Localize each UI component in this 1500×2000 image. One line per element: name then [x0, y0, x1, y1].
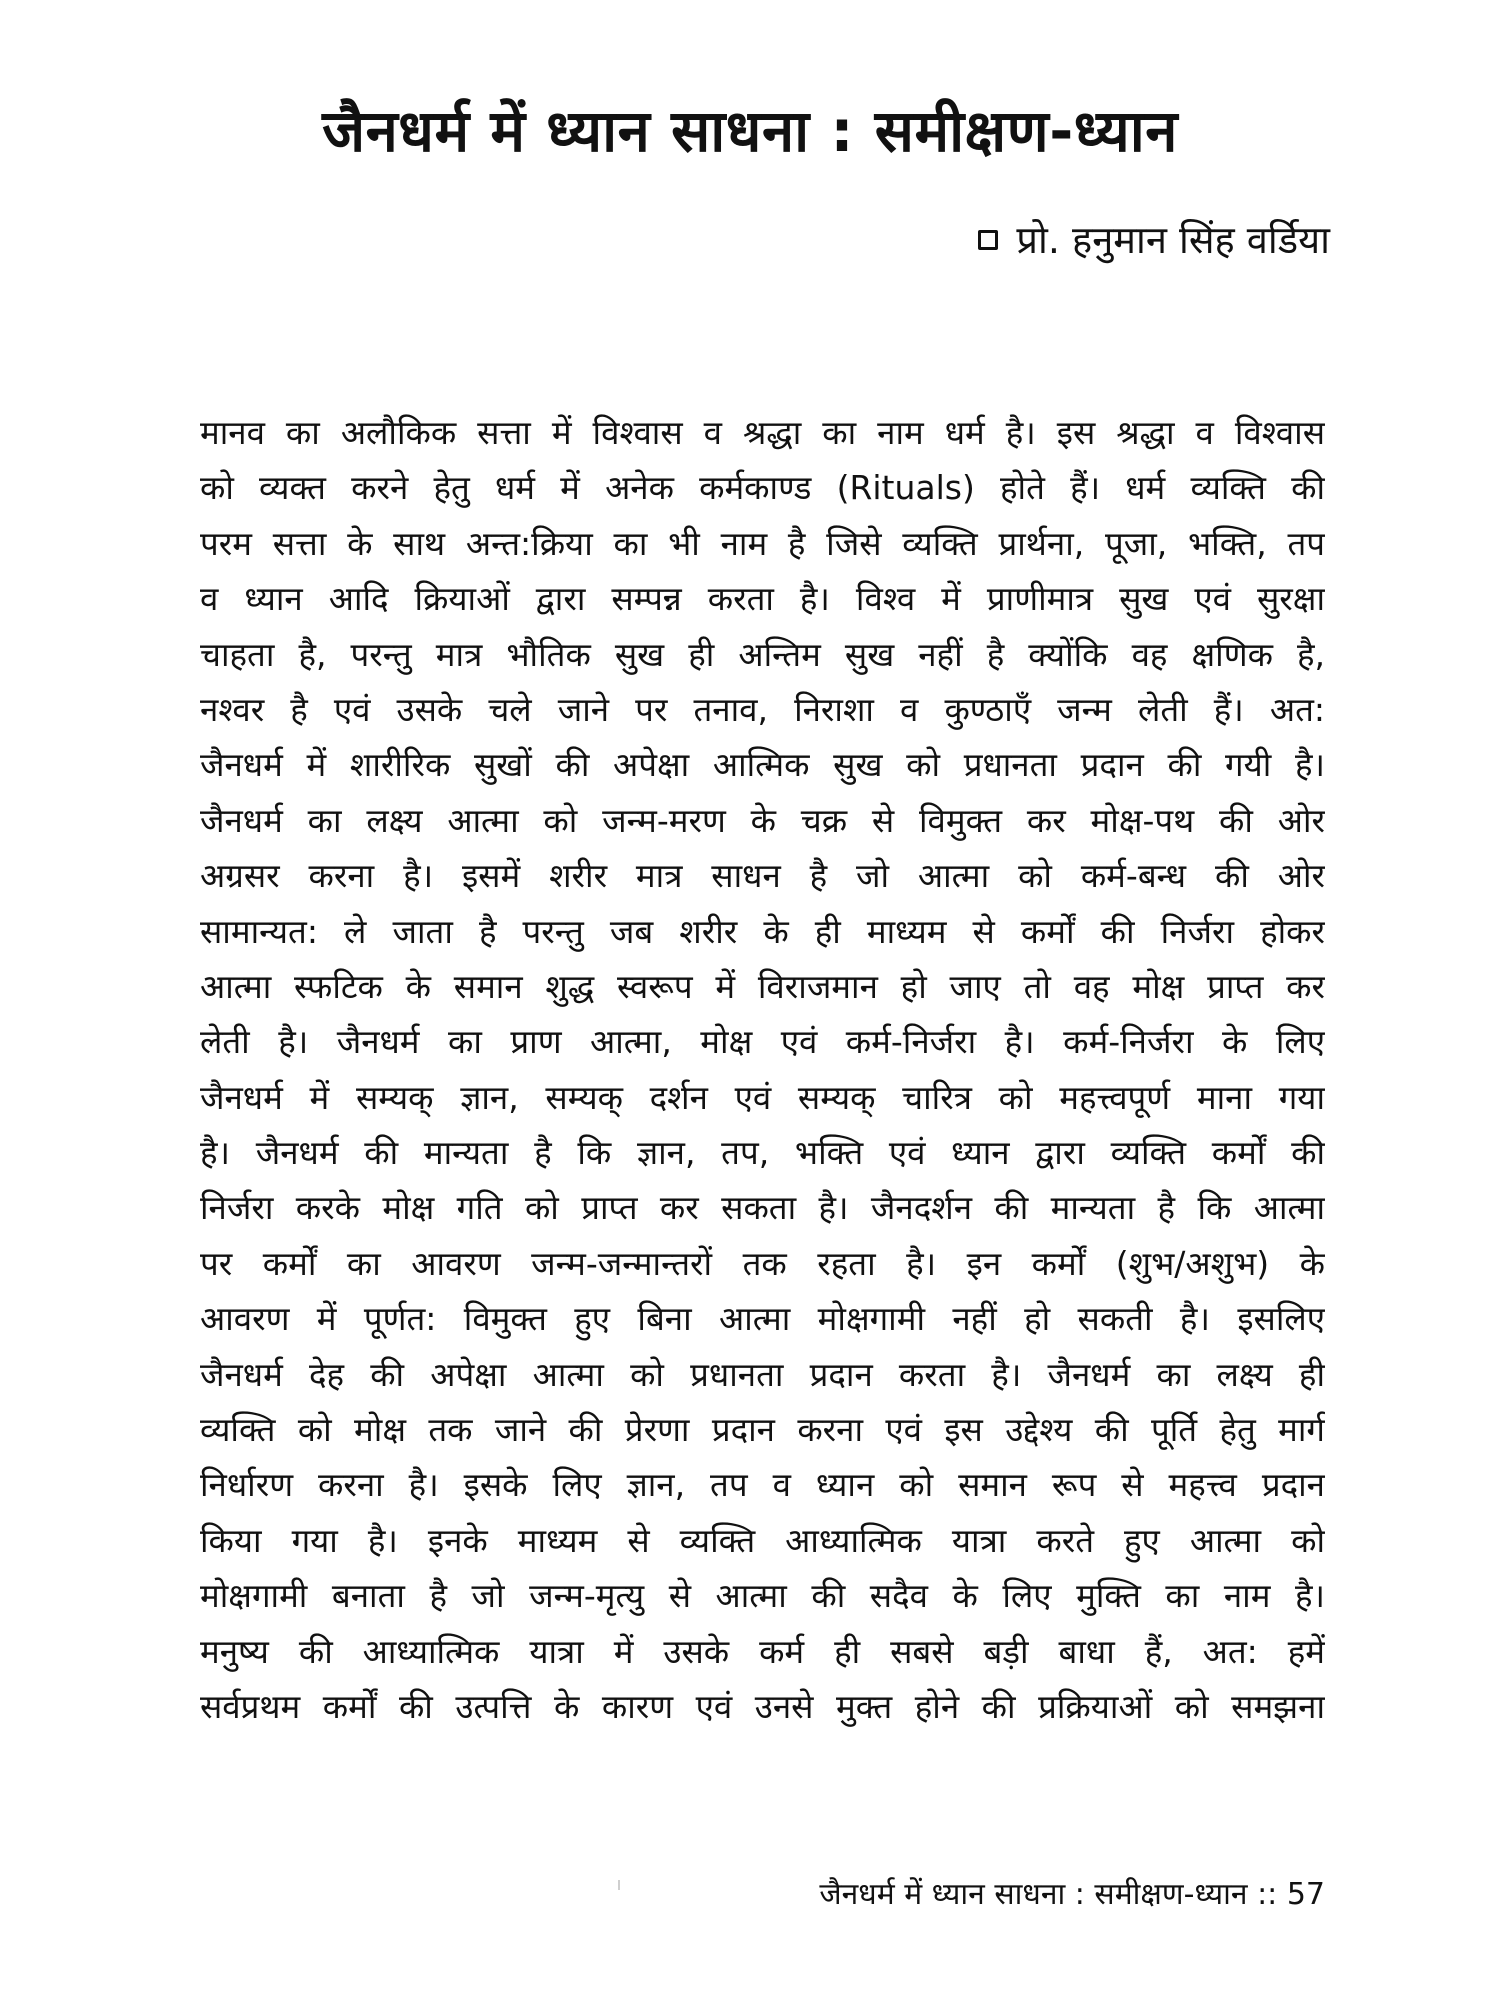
article-body — [200, 405, 1325, 1734]
body-line: निर्धारण करना है। इसके लिए ज्ञान, तप व ध्यान को समान रूप से महत्त्व प्रदान — [200, 1465, 1325, 1505]
body-line: जैनधर्म में शारीरिक सुखों की अपेक्षा आत्मिक सुख को प्रधानता प्रदान की गयी है। — [200, 745, 1325, 785]
body-line: किया गया है। इनके माध्यम से व्यक्ति आध्यात्मिक यात्रा करते हुए आत्मा को — [200, 1520, 1325, 1560]
body-line: जैनधर्म देह की अपेक्षा आत्मा को प्रधानता प्रदान करता है। जैनधर्म का लक्ष्य ही — [200, 1354, 1325, 1394]
body-line: आत्मा स्फटिक के समान शुद्ध स्वरूप में विराजमान हो जाए तो वह मोक्ष प्राप्त कर — [200, 966, 1325, 1006]
body-line: आवरण में पूर्णत: विमुक्त हुए बिना आत्मा मोक्षगामी नहीं हो सकती है। इसलिए — [200, 1299, 1325, 1339]
body-line: सामान्यत: ले जाता है परन्तु जब शरीर के ही माध्यम से कर्मों की निर्जरा होकर — [200, 911, 1325, 951]
body-line: मानव का अलौकिक सत्ता में विश्वास व श्रद्धा का नाम धर्म है। इस श्रद्धा व विश्वास — [200, 413, 1325, 452]
body-line: पर कर्मों का आवरण जन्म-जन्मान्तरों तक रहता है। इन कर्मों (शुभ/अशुभ) के — [200, 1243, 1325, 1283]
scan-speck — [618, 1880, 620, 1890]
body-line: निर्जरा करके मोक्ष गति को प्राप्त कर सकता है। जैनदर्शन की मान्यता है कि आत्मा — [200, 1188, 1325, 1228]
body-line: है। जैनधर्म की मान्यता है कि ज्ञान, तप, भक्ति एवं ध्यान द्वारा व्यक्ति कर्मों की — [200, 1133, 1325, 1173]
page-footer: जैनधर्म में ध्यान साधना : समीक्षण-ध्यान :: 57 — [819, 1877, 1325, 1912]
body-line: जैनधर्म में सम्यक् ज्ञान, सम्यक् दर्शन एवं सम्यक् चारित्र को महत्त्वपूर्ण माना गया — [200, 1077, 1325, 1117]
body-line: चाहता है, परन्तु मात्र भौतिक सुख ही अन्तिम सुख नहीं है क्योंकि वह क्षणिक है, — [200, 634, 1325, 674]
square-bullet-icon — [978, 230, 998, 250]
body-line: जैनधर्म का लक्ष्य आत्मा को जन्म-मरण के चक्र से विमुक्त कर मोक्ष-पथ की ओर — [200, 800, 1325, 840]
body-line: सर्वप्रथम कर्मों की उत्पत्ति के कारण एवं उनसे मुक्त होने की प्रक्रियाओं को समझना — [200, 1686, 1325, 1726]
body-line: अग्रसर करना है। इसमें शरीर मात्र साधन है जो आत्मा को कर्म-बन्ध की ओर — [200, 856, 1325, 896]
body-line: मनुष्य की आध्यात्मिक यात्रा में उसके कर्म ही सबसे बड़ी बाधा हैं, अत: हमें — [200, 1631, 1325, 1671]
body-line: लेती है। जैनधर्म का प्राण आत्मा, मोक्ष एवं कर्म-निर्जरा है। कर्म-निर्जरा के लिए — [200, 1022, 1325, 1062]
body-line: को व्यक्त करने हेतु धर्म में अनेक कर्मकाण्ड (Rituals) होते हैं। धर्म व्यक्ति की — [200, 468, 1325, 508]
body-line: परम सत्ता के साथ अन्त:क्रिया का भी नाम है जिसे व्यक्ति प्रार्थना, पूजा, भक्ति, तप — [200, 523, 1325, 563]
body-line: व्यक्ति को मोक्ष तक जाने की प्रेरणा प्रदान करना एवं इस उद्देश्य की पूर्ति हेतु मार्ग — [200, 1410, 1325, 1450]
body-line: नश्वर है एवं उसके चले जाने पर तनाव, निराशा व कुण्ठाएँ जन्म लेती हैं। अत: — [200, 689, 1325, 729]
author-name: प्रो. हनुमान सिंह वर्डिया — [1016, 218, 1330, 262]
author-byline — [978, 215, 1330, 265]
article-title: जैनधर्म में ध्यान साधना : समीक्षण-ध्यान — [322, 97, 1178, 165]
body-line: व ध्यान आदि क्रियाओं द्वारा सम्पन्न करता है। विश्व में प्राणीमात्र सुख एवं सुरक्षा — [200, 579, 1325, 619]
body-line: मोक्षगामी बनाता है जो जन्म-मृत्यु से आत्मा की सदैव के लिए मुक्ति का नाम है। — [200, 1576, 1325, 1616]
